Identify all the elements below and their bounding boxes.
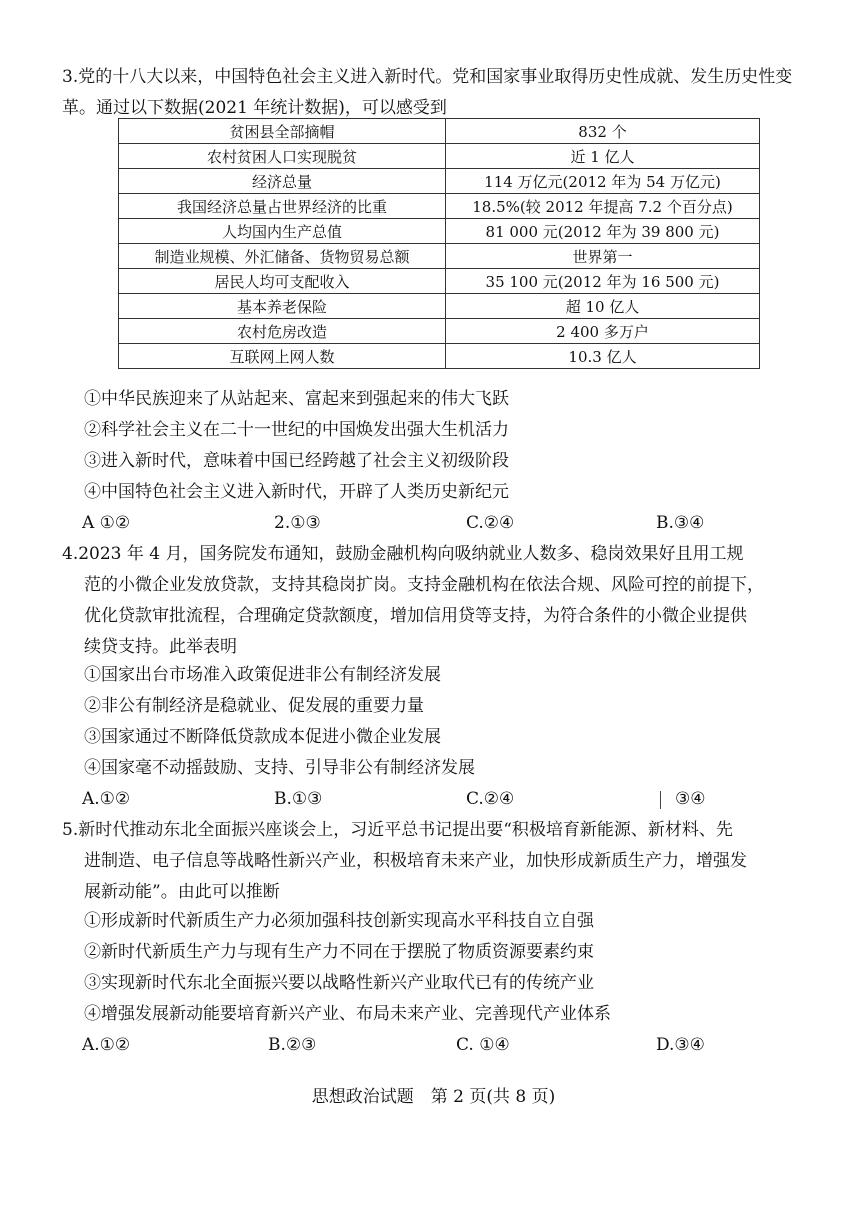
table-cell: 832 个 (446, 119, 760, 144)
q4-stem-line: 4.2023 年 4 月，国务院发布通知，鼓励金融机构向吸纳就业人数多、稳岗效果好且用工规 (62, 544, 744, 564)
table-row (119, 169, 760, 194)
table-row (119, 194, 760, 219)
q3-option-2: ②科学社会主义在二十一世纪的中国焕发出强大生机活力 (84, 420, 509, 440)
q5-stem-line: 5.新时代推动东北全面振兴座谈会上，习近平总书记提出要“积极培育新能源、新材料、先 (62, 820, 733, 840)
table-cell: 世界第一 (446, 244, 760, 269)
table-row (119, 294, 760, 319)
table-row (119, 344, 760, 369)
q5-option-3: ③实现新时代东北全面振兴要以战略性新兴产业取代已有的传统产业 (84, 973, 594, 993)
table-cell: 10.3 亿人 (446, 344, 760, 369)
q3-choice-c: C.②④ (466, 513, 515, 533)
q3-choice-b: 2.①③ (274, 513, 321, 533)
q5-stem (62, 815, 822, 908)
q4-choice-c: C.②④ (466, 789, 515, 809)
table-cell: 经济总量 (119, 169, 446, 194)
table-cell: 81 000 元(2012 年为 39 800 元) (446, 219, 760, 244)
table-row (119, 269, 760, 294)
table-row (119, 144, 760, 169)
q5-choices (82, 1030, 822, 1060)
table-row (119, 219, 760, 244)
q4-choice-d-wrap (660, 784, 705, 814)
table-cell: 居民人均可支配收入 (119, 269, 446, 294)
q3-choice-a: A ①② (82, 513, 131, 533)
q3-option-1: ①中华民族迎来了从站起来、富起来到强起来的伟大飞跃 (84, 389, 509, 409)
table-cell: 贫困县全部摘帽 (119, 119, 446, 144)
q5-option-4: ④增强发展新动能要培育新兴产业、布局未来产业、完善现代产业体系 (84, 1004, 611, 1024)
table-cell: 制造业规模、外汇储备、货物贸易总额 (119, 244, 446, 269)
table-cell: 2 400 多万户 (446, 319, 760, 344)
q5-choice-a: A.①② (82, 1035, 131, 1055)
table-cell: 近 1 亿人 (446, 144, 760, 169)
divider (660, 791, 661, 809)
q4-choice-b: B.①③ (274, 789, 323, 809)
q4-option-1: ①国家出台市场准入政策促进非公有制经济发展 (84, 665, 441, 685)
q4-choices (82, 784, 822, 814)
q4-stem-line: 优化贷款审批流程，合理确定贷款额度，增加信用贷等支持，为符合条件的小微企业提供 (84, 606, 747, 626)
q4-stem-line: 续贷支持。此举表明 (84, 637, 237, 657)
q5-stem-line: 进制造、电子信息等战略性新兴产业，积极培育未来产业，加快形成新质生产力，增强发 (84, 851, 747, 871)
q3-choice-d: B.③④ (656, 513, 705, 533)
table-cell: 农村贫困人口实现脱贫 (119, 144, 446, 169)
q4-option-3: ③国家通过不断降低贷款成本促进小微企业发展 (84, 727, 441, 747)
q5-choice-b: B.②③ (268, 1035, 317, 1055)
q4-option-2: ②非公有制经济是稳就业、促发展的重要力量 (84, 696, 424, 716)
table-cell: 互联网上网人数 (119, 344, 446, 369)
q3-option-4: ④中国特色社会主义进入新时代，开辟了人类历史新纪元 (84, 482, 509, 502)
q5-option-2: ②新时代新质生产力与现有生产力不同在于摆脱了物质资源要素约束 (84, 942, 594, 962)
q5-option-1: ①形成新时代新质生产力必须加强科技创新实现高水平科技自立自强 (84, 911, 594, 931)
table-cell: 114 万亿元(2012 年为 54 万亿元) (446, 169, 760, 194)
q5-stem-line: 展新动能”。由此可以推断 (84, 882, 280, 902)
q5-choice-d: D.③④ (656, 1035, 705, 1055)
q4-stem-line: 范的小微企业发放贷款，支持其稳岗扩岗。支持金融机构在依法合规、风险可控的前提下， (84, 575, 764, 595)
table-row (119, 119, 760, 144)
table-cell: 人均国内生产总值 (119, 219, 446, 244)
q3-stem: 3.党的十八大以来，中国特色社会主义进入新时代。党和国家事业取得历史性成就、发生历史性变革。通过以下数据(2021 年统计数据)，可以感受到 (62, 67, 793, 118)
table-cell: 18.5%(较 2012 年提高 7.2 个百分点) (446, 194, 760, 219)
table-row (119, 319, 760, 344)
q4-choice-d: ③④ (675, 789, 706, 809)
q5-choice-c: C. ①④ (456, 1035, 510, 1055)
table-row (119, 244, 760, 269)
q4-option-4: ④国家毫不动摇鼓励、支持、引导非公有制经济发展 (84, 758, 475, 778)
page-footer: 思想政治试题 第 2 页(共 8 页) (311, 1087, 556, 1107)
table-cell: 35 100 元(2012 年为 16 500 元) (446, 269, 760, 294)
q4-choice-a: A.①② (82, 789, 131, 809)
table-cell: 超 10 亿人 (446, 294, 760, 319)
q4-stem (62, 539, 822, 663)
q3-data-table (118, 118, 760, 369)
q3-option-3: ③进入新时代，意味着中国已经跨越了社会主义初级阶段 (84, 451, 509, 471)
table-cell: 农村危房改造 (119, 319, 446, 344)
table-cell: 我国经济总量占世界经济的比重 (119, 194, 446, 219)
q3-choices (82, 508, 822, 538)
table-cell: 基本养老保险 (119, 294, 446, 319)
